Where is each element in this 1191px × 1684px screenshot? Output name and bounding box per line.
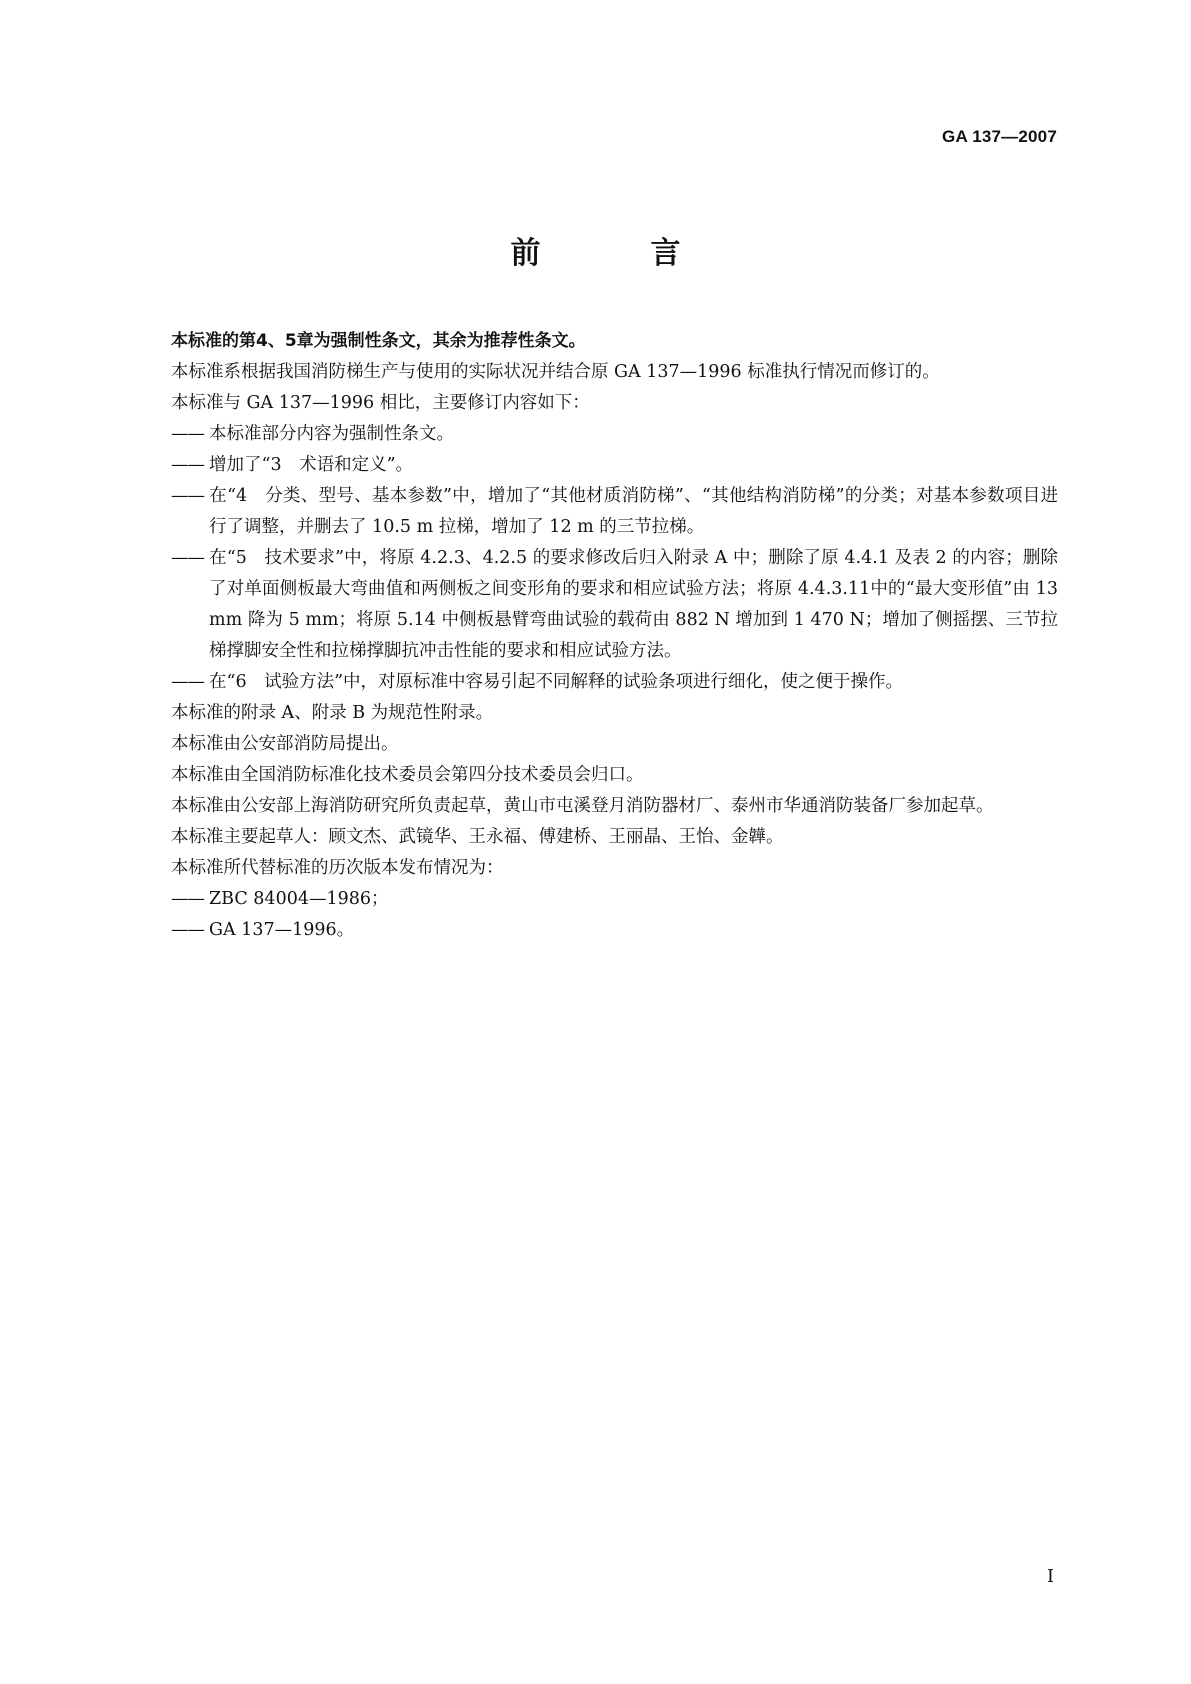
change-item [136,543,1058,667]
dash-marker: —— [171,920,204,940]
dash-marker: —— [171,548,204,568]
page-number: I [1046,1566,1054,1587]
change-item [136,481,1058,543]
authors-statement: 本标准主要起草人：顾文杰、武镜华、王永福、傅建桥、王丽晶、王怡、金韡。 [171,827,784,847]
change-item [136,667,1058,698]
dash-marker: —— [171,486,204,506]
change-text: 在“4 分类、型号、基本参数”中，增加了“其他材质消防梯”、“其他结构消防梯”的分类；对基本参数项目进行了调整，并删去了 10.5 m 拉梯，增加了 12 m 的三节拉梯。 [209,486,1058,537]
intro-paragraph: 本标准系根据我国消防梯生产与使用的实际状况并结合原 GA 137—1996 标准执行情况而修订的。 [171,362,940,382]
version-text: GA 137—1996。 [209,920,355,940]
drafter-statement: 本标准由公安部上海消防研究所负责起草，黄山市屯溪登月消防器材厂、泰州市华通消防装备厂参加起草。 [171,796,994,816]
dash-marker: —— [171,889,204,909]
page-title: 前 言 [510,236,721,271]
change-item [136,450,1058,481]
change-text: 在“6 试验方法”中，对原标准中容易引起不同解释的试验条项进行细化，使之便于操作。 [209,672,904,692]
committee-statement: 本标准由全国消防标准化技术委员会第四分技术委员会归口。 [171,765,644,785]
version-text: ZBC 84004—1986； [209,889,389,909]
mandatory-note: 本标准的第4、5章为强制性条文，其余为推荐性条文。 [171,331,586,351]
changes-intro: 本标准与 GA 137—1996 相比，主要修订内容如下： [171,393,590,413]
version-item [136,915,1058,946]
dash-marker: —— [171,424,204,444]
foreword-body [136,326,1058,946]
dash-marker: —— [171,455,204,475]
change-text: 在“5 技术要求”中，将原 4.2.3、4.2.5 的要求修改后归入附录 A 中；删除了原 4.4.1 及表 2 的内容；删除了对单面侧板最大弯曲值和两侧板之间变形角的要求和相应试验方法；将原 4.4.3.11中的“最大变形值”由 13 mm 降为 5 mm；将原 5.14 中侧板悬臂弯曲试验的载荷由 882 N 增加到 1 470 N；增加了侧摇摆、三节拉梯撑脚安全性和拉梯撑脚抗冲击性能的要求和相应试验方法。 [209,548,1058,661]
annex-statement: 本标准的附录 A、附录 B 为规范性附录。 [171,703,494,723]
version-item [136,884,1058,915]
proposer-statement: 本标准由公安部消防局提出。 [171,734,399,754]
versions-statement: 本标准所代替标准的历次版本发布情况为： [171,858,504,878]
change-text: 增加了“3 术语和定义”。 [209,455,414,475]
dash-marker: —— [171,672,204,692]
standard-id: GA 137—2007 [942,127,1057,146]
change-text: 本标准部分内容为强制性条文。 [209,424,454,444]
change-item [136,419,1058,450]
